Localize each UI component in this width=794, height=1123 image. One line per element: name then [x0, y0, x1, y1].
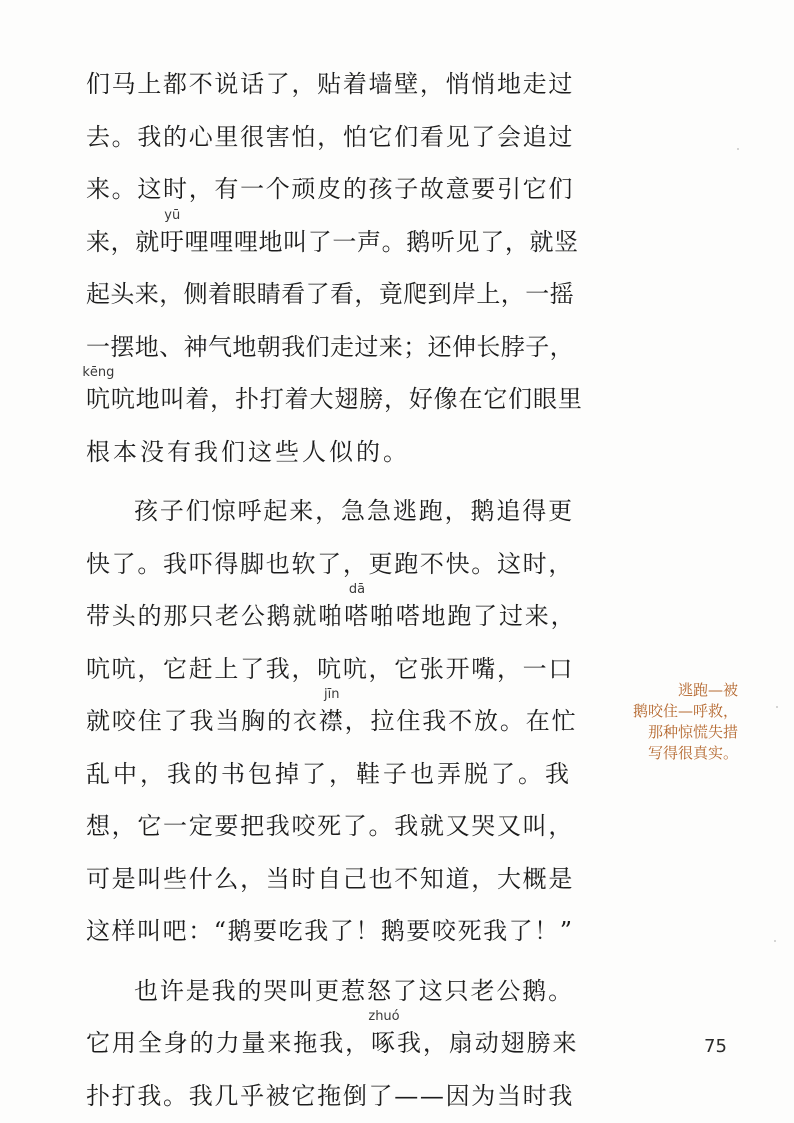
page-number: 75	[704, 1036, 727, 1057]
text-segment: 去。我的心里很害怕，怕它们看见了会追过	[86, 123, 574, 151]
text-line	[86, 582, 577, 632]
annotated-character	[368, 1009, 400, 1059]
text-line	[86, 758, 572, 790]
text-line	[86, 548, 574, 580]
text-line	[86, 1080, 574, 1112]
text-segment: 乱中，我的书包掉了，鞋子也弄脱了。我	[86, 760, 572, 788]
text-segment: 我，扇动翅膀来	[396, 1029, 579, 1057]
margin-annotation	[612, 680, 738, 764]
text-line	[86, 687, 578, 737]
text-segment: 孩子们惊呼起来，急急逃跑，鹅追得更	[134, 497, 574, 525]
text-segment: 来。这时，有一个顽皮的孩子故意要引它们	[86, 175, 574, 203]
annotation-line: 鹅咬住—呼救，	[632, 702, 738, 720]
annotated-character-text: 啄	[371, 1029, 397, 1057]
text-segment: 也许是我的哭叫更惹怒了这只老公鹅。	[134, 977, 574, 1005]
text-segment: 它用全身的力量来拖我，	[86, 1029, 372, 1057]
text-segment: 根本没有我们这些人似的。	[86, 438, 410, 466]
text-segment: 一摆地、神气地朝我们走过来；还伸长脖子，	[86, 333, 574, 361]
text-line	[86, 975, 574, 1007]
text-segment: ，拉住我不放。在忙	[344, 707, 578, 735]
text-line	[86, 495, 574, 527]
annotated-character-text: 吭	[86, 385, 111, 413]
text-line	[86, 1009, 579, 1059]
text-segment: 吭地叫着，扑打着大翅膀，好像在它们眼里	[110, 385, 583, 413]
annotated-character	[318, 687, 345, 737]
text-line	[86, 653, 574, 685]
text-line	[86, 68, 574, 100]
text-segment: 带头的那只老公鹅就啪	[86, 602, 345, 630]
text-line	[86, 121, 574, 153]
annotated-character	[82, 365, 115, 415]
scan-speck	[774, 940, 776, 942]
text-line	[86, 173, 574, 205]
text-segment: 就咬住了我当胸的衣	[86, 707, 319, 735]
annotated-character-text: 襟	[318, 707, 345, 735]
annotated-character	[344, 582, 370, 632]
scan-speck	[776, 706, 778, 708]
text-line	[86, 810, 574, 842]
text-line	[86, 331, 574, 363]
text-segment: 这样叫吧：“鹅要吃我了！鹅要咬死我了！”	[86, 917, 574, 945]
pinyin-annotation: dā	[348, 582, 366, 597]
pinyin-annotation: zhuó	[368, 1009, 400, 1024]
text-segment: 啪嗒地跑了过来，	[369, 602, 577, 630]
text-segment: 想，它一定要把我咬死了。我就又哭又叫，	[86, 812, 574, 840]
text-segment: 们马上都不说话了，贴着墙壁，悄悄地走过	[86, 70, 574, 98]
text-line	[82, 365, 583, 415]
annotation-line: 逃跑—被	[677, 681, 738, 699]
text-line	[86, 915, 574, 947]
annotated-character-text: 吁	[159, 228, 185, 256]
pinyin-annotation: yū	[164, 208, 181, 223]
text-segment: 快了。我吓得脚也软了，更跑不快。这时，	[86, 550, 574, 578]
text-line	[86, 863, 574, 895]
text-line	[86, 278, 574, 310]
pinyin-annotation: kēng	[82, 365, 115, 380]
annotation-line: 写得很真实。	[647, 744, 738, 762]
text-segment: 可是叫些什么，当时自己也不知道，大概是	[86, 865, 574, 893]
pinyin-annotation: jīn	[323, 687, 340, 702]
scan-speck	[737, 148, 739, 150]
text-segment: 起头来，侧着眼睛看了看，竟爬到岸上，一摇	[86, 280, 574, 308]
text-segment: 扑打我。我几乎被它拖倒了——因为当时我	[86, 1082, 574, 1110]
text-segment: 来，就	[86, 228, 160, 256]
annotated-character-text: 嗒	[344, 602, 370, 630]
text-segment: 哩哩哩地叫了一声。鹅听见了，就竖	[184, 228, 579, 256]
text-line	[86, 436, 410, 468]
annotation-line: 那种惊慌失措	[647, 723, 738, 741]
annotated-character	[159, 208, 185, 258]
text-line	[86, 208, 579, 258]
text-segment: 吭吭，它赶上了我，吭吭，它张开嘴，一口	[86, 655, 574, 683]
